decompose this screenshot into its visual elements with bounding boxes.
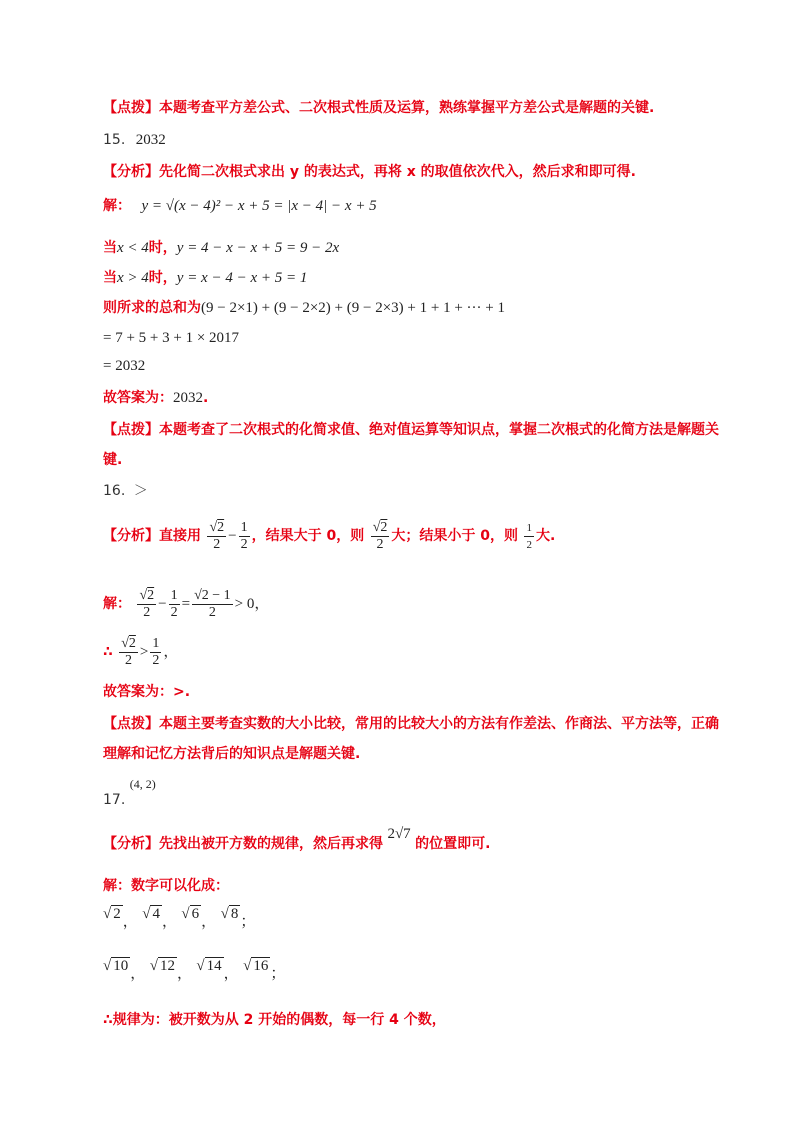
denominator: 2 bbox=[526, 538, 532, 551]
sum-line bbox=[103, 298, 505, 318]
sum-prefix: 则所求的总和为 bbox=[103, 300, 201, 316]
solution-line: 解： $\frac{√2}{2}$ − $\frac{1}{2}$ = $\frac{√2 - 1}{2}$ > 0， bbox=[103, 587, 270, 620]
final-value: 2032 bbox=[173, 390, 203, 406]
step-equation: = 2032 bbox=[103, 358, 146, 374]
separator: ， bbox=[122, 914, 138, 930]
case-condition: x < 4 bbox=[117, 240, 149, 256]
radicand: 2 bbox=[380, 519, 388, 535]
therefore-line bbox=[103, 632, 178, 672]
denominator: 2 bbox=[213, 536, 221, 552]
analysis-text: 大. bbox=[535, 528, 556, 544]
hint-line-16a bbox=[103, 714, 719, 734]
denominator: 2 bbox=[143, 604, 151, 620]
sqrt-item: √ 6 bbox=[181, 906, 200, 922]
hint-tag: 【点拨】 bbox=[103, 100, 159, 116]
analysis-tag: 【分析】 bbox=[103, 528, 159, 544]
rule-line bbox=[103, 1010, 446, 1030]
radicand: 2 bbox=[217, 519, 225, 535]
case-equation: y = x − 4 − x + 5 = 1 bbox=[176, 270, 308, 286]
analysis-line bbox=[103, 826, 491, 854]
numerator: √2 − 1 bbox=[194, 587, 231, 603]
radicand: 16 bbox=[253, 958, 269, 974]
minus-sign: − bbox=[158, 596, 167, 612]
case-2-line bbox=[103, 268, 307, 288]
analysis-text: 先化简二次根式求出 y 的表达式，再将 x 的取值依次代入，然后求和即可得. bbox=[159, 164, 636, 180]
sum-equation: (9 − 2×1) + (9 − 2×2) + (9 − 2×3) + 1 + 1 + ··· + 1 bbox=[201, 300, 505, 316]
analysis-text: 直接用 bbox=[159, 528, 201, 544]
equation: y = √(x − 4)² − x + 5 = |x − 4| − x + 5 bbox=[141, 198, 377, 214]
question-answer: ＞ bbox=[133, 483, 148, 499]
sqrt-item: √ 8 bbox=[220, 906, 239, 922]
denominator: 2 bbox=[240, 536, 248, 552]
fraction-1-over-2 bbox=[239, 520, 250, 553]
sqrt-row-1 bbox=[103, 904, 255, 932]
greater-than: > bbox=[139, 644, 149, 660]
solve-label: 解： bbox=[103, 596, 131, 612]
step-equation: = 7 + 5 + 3 + 1 × 2017 bbox=[103, 330, 240, 346]
numerator: 1 bbox=[240, 519, 248, 535]
step-line-3 bbox=[103, 356, 145, 376]
question-answer: 2032 bbox=[135, 132, 166, 148]
sqrt-row-2 bbox=[103, 956, 285, 984]
final-answer-line bbox=[103, 682, 190, 702]
denominator: 2 bbox=[170, 604, 178, 620]
fraction-1-over-2 bbox=[524, 520, 534, 553]
fraction-sqrt2-over-2: $\frac{√2}{2}$ bbox=[121, 635, 136, 668]
fraction-sqrt2-over-2: $\frac{√2}{2}$ bbox=[372, 519, 388, 552]
final-answer-line bbox=[103, 388, 208, 408]
hint-line-15b bbox=[103, 450, 122, 470]
separator: ， bbox=[201, 914, 217, 930]
hint-text: 本题主要考查实数的大小比较，常用的比较大小的方法有作差法、作商法、平方法等，正确 bbox=[159, 716, 719, 732]
radicand: 6 bbox=[191, 906, 200, 922]
hint-line-16b bbox=[103, 744, 360, 764]
comma: ， bbox=[163, 644, 179, 660]
case-condition: x > 4 bbox=[117, 270, 149, 286]
case-1-line bbox=[103, 238, 339, 258]
case-equation: y = 4 − x − x + 5 = 9 − 2x bbox=[176, 240, 340, 256]
fraction-1-over-2 bbox=[150, 636, 161, 669]
numerator: 1 bbox=[152, 635, 160, 651]
hint-line-15a bbox=[103, 420, 719, 440]
radicand: 8 bbox=[230, 906, 239, 922]
hint-text: 本题考查平方差公式、二次根式性质及运算，熟练掌握平方差公式是解题的关键. bbox=[159, 100, 655, 116]
case-suffix: 时， bbox=[148, 240, 177, 256]
sqrt-item: √ 4 bbox=[142, 906, 160, 922]
question-number: 16. bbox=[103, 483, 126, 499]
denominator: 2 bbox=[152, 652, 160, 668]
terminator: ； bbox=[240, 914, 256, 930]
solve-tail: > 0， bbox=[234, 596, 270, 612]
therefore-symbol: ∴ bbox=[103, 644, 113, 660]
case-suffix: 时， bbox=[148, 270, 177, 286]
radicand: 14 bbox=[206, 958, 222, 974]
case-prefix: 当 bbox=[103, 270, 117, 286]
question-answer: (4, 2) bbox=[129, 777, 156, 791]
separator: ， bbox=[223, 966, 239, 982]
question-number: 17. bbox=[103, 792, 126, 808]
analysis-tag: 【分析】 bbox=[103, 164, 159, 180]
analysis-tag: 【分析】 bbox=[103, 836, 159, 852]
case-prefix: 当 bbox=[103, 240, 117, 256]
denominator: 2 bbox=[125, 652, 133, 668]
radicand: 12 bbox=[159, 958, 175, 974]
analysis-text: 大；结果小于 0，则 bbox=[391, 528, 518, 544]
fraction-1-over-2 bbox=[169, 588, 180, 621]
question-number: 15. bbox=[103, 132, 126, 148]
question-17-header bbox=[103, 777, 156, 808]
rule-text: ∴规律为：被开数为从 2 开始的偶数，每一行 4 个数， bbox=[103, 1012, 446, 1028]
final-prefix: 故答案为： bbox=[103, 390, 173, 406]
numerator: 1 bbox=[170, 587, 178, 603]
hint-tag: 【点拨】 bbox=[103, 422, 159, 438]
fraction-sqrt2-over-2: $\frac{√2}{2}$ bbox=[209, 519, 225, 552]
sqrt-item: √ 10 bbox=[103, 958, 129, 974]
radicand: 2 bbox=[128, 635, 136, 651]
hint-text: 理解和记忆方法背后的知识点是解题关键. bbox=[103, 746, 361, 762]
solve-label: 解： bbox=[103, 198, 131, 214]
fraction-sqrt2-minus-1-over-2 bbox=[192, 588, 233, 621]
fraction-sqrt2-over-2: $\frac{√2}{2}$ bbox=[139, 587, 155, 620]
radicand: 4 bbox=[152, 906, 160, 922]
numerator: 1 bbox=[524, 520, 534, 537]
hint-line-14 bbox=[103, 98, 654, 118]
final-suffix: . bbox=[203, 390, 209, 406]
analysis-text: 先找出被开方数的规律，然后再求得 bbox=[159, 836, 383, 852]
solution-intro bbox=[103, 876, 229, 896]
hint-text: 键. bbox=[103, 452, 123, 468]
separator: ， bbox=[130, 966, 146, 982]
radicand: 2 bbox=[147, 587, 155, 603]
hint-text: 本题考查了二次根式的化简求值、绝对值运算等知识点，掌握二次根式的化简方法是解题关 bbox=[159, 422, 719, 438]
question-15-header bbox=[103, 130, 166, 150]
radicand: 2 bbox=[113, 906, 121, 922]
denominator: 2 bbox=[208, 604, 216, 620]
hint-tag: 【点拨】 bbox=[103, 716, 159, 732]
solution-line-1 bbox=[103, 196, 377, 216]
step-line-2 bbox=[103, 328, 239, 348]
analysis-text: 的位置即可. bbox=[415, 836, 491, 852]
separator: ， bbox=[161, 914, 177, 930]
sqrt-item: √ 14 bbox=[196, 958, 222, 974]
sqrt-item: √ 16 bbox=[243, 958, 269, 974]
solve-label: 解：数字可以化成： bbox=[103, 878, 229, 894]
question-16-header bbox=[103, 481, 148, 501]
minus-sign: − bbox=[228, 528, 237, 544]
final-text: 故答案为：>. bbox=[103, 684, 191, 700]
analysis-text: ，结果大于 0，则 bbox=[251, 528, 365, 544]
denominator: 2 bbox=[376, 536, 384, 552]
analysis-line bbox=[103, 162, 636, 182]
analysis-expression: 2√7 bbox=[387, 826, 411, 842]
separator: ， bbox=[176, 966, 192, 982]
analysis-line bbox=[103, 516, 555, 556]
sqrt-item: √ 12 bbox=[149, 958, 175, 974]
sqrt-item: √ 2 bbox=[103, 906, 121, 922]
terminator: ； bbox=[270, 966, 286, 982]
radicand: 10 bbox=[113, 958, 129, 974]
